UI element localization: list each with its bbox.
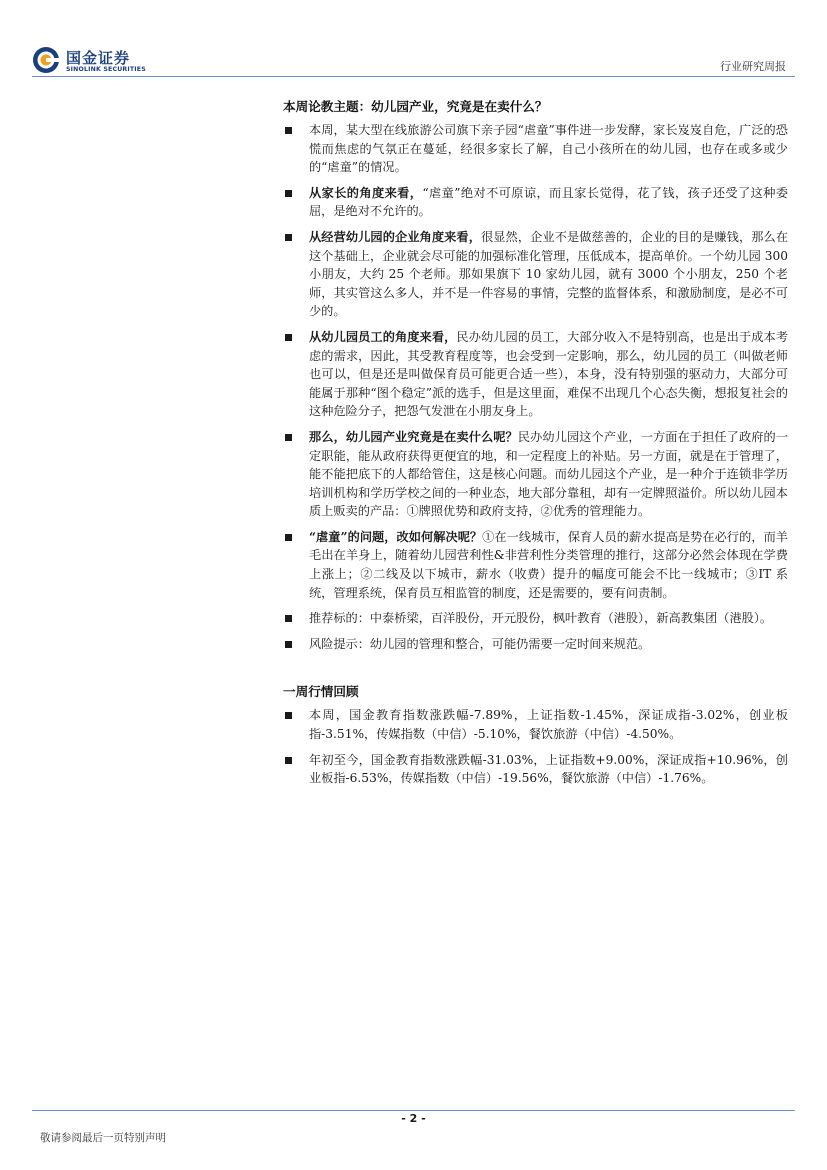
square-bullet-icon (285, 712, 292, 719)
bullet-text: “虐童”绝对不可原谅，而且家长觉得，花了钱，孩子还受了这种委屈，是绝对不允许的。 (309, 185, 789, 219)
section-title-topic: 本周论教主题：幼儿园产业，究竟是在卖什么？ (283, 99, 548, 114)
bullet-item (283, 751, 788, 788)
square-bullet-icon (285, 434, 292, 441)
bullet-item (283, 228, 788, 321)
bullet-item (283, 706, 788, 743)
main-content (283, 98, 788, 795)
bullet-item (283, 184, 788, 221)
bullet-lead: 那么，幼儿园产业究竟是在卖什么呢？ (309, 429, 518, 444)
square-bullet-icon (285, 190, 292, 197)
bullet-text: 风险提示：幼儿园的管理和整合，可能仍需要一定时间来规范。 (309, 636, 651, 651)
topic-bullet-list (283, 121, 788, 653)
square-bullet-icon (285, 641, 292, 648)
bullet-lead: 从经营幼儿园的企业角度来看， (309, 229, 481, 244)
header-divider (32, 76, 795, 77)
sinolink-logo-icon (32, 46, 60, 74)
bullet-item (283, 328, 788, 421)
bullet-item (283, 528, 788, 602)
logo-english-name: SINOLINK SECURITIES (66, 66, 146, 73)
square-bullet-icon (285, 334, 292, 341)
page-number: - 2 - (401, 1112, 426, 1125)
square-bullet-icon (285, 534, 292, 541)
bullet-lead: “虐童”的问题，改如何解决呢？ (309, 529, 483, 544)
footer-divider (32, 1110, 795, 1111)
disclaimer-note: 敬请参阅最后一页特别声明 (40, 1132, 166, 1144)
bullet-text: 推荐标的：中泰桥梁，百洋股份，开元股份，枫叶教育（港股），新高教集团（港股）。 (309, 611, 773, 626)
page-header (0, 0, 827, 96)
bullet-text: 本周，国金教育指数涨跌幅-7.89%，上证指数-1.45%，深证成指-3.02%，创业板指-3.51%，传媒指数（中信）-5.10%，餐饮旅游（中信）-4.50%。 (309, 708, 788, 742)
bullet-item (283, 635, 788, 654)
report-type-label: 行业研究周报 (720, 60, 786, 73)
bullet-text: 很显然，企业不是做慈善的，企业的目的是赚钱，那么在这个基础上，企业就会尽可能的加强标准化管理，压低成本，提高单价。一个幼儿园 300 小朋友，大约 25 个老师。那如果旗下 10 家幼儿园，就有 3000 个小朋友，250 个老师，其实管这么多人，并不是一件容易的事情，完整的监督体系，和激励制度，是必不可少的。 (309, 229, 789, 319)
square-bullet-icon (285, 757, 292, 764)
bullet-lead: 从家长的角度来看， (309, 185, 423, 200)
bullet-item (283, 609, 788, 628)
logo-chinese-name: 国金证券 (66, 49, 131, 67)
bullet-text: ①在一线城市，保育人员的薪水提高是势在必行的，而羊毛出在羊身上，随着幼儿园营利性&非营利性分类管理的推行，这部分必然会体现在学费上涨上；②二线及以下城市，薪水（收费）提升的幅度可能会不比一线城市；③IT 系统，管理系统，保育员互相监管的制度，还是需要的，要有问责制。 (309, 529, 788, 600)
square-bullet-icon (285, 234, 292, 241)
section-title-market-review: 一周行情回顾 (283, 684, 359, 700)
square-bullet-icon (285, 127, 292, 134)
bullet-text: 年初至今，国金教育指数涨跌幅-31.03%，上证指数+9.00%，深证成指+10.96%，创业板指-6.53%，传媒指数（中信）-19.56%，餐饮旅游（中信）-1.76%。 (309, 752, 788, 786)
bullet-text: 民办幼儿园的员工，大部分收入不是特别高，也是出于成本考虑的需求，因此，其受教育程度等，也会受到一定影响，那么，幼儿园的员工（叫做老师也可以，但是还是叫做保育员可能更合适一些），本身，没有特别强的驱动力，大部分可能属于那种“图个稳定”派的选手，但是这里面，难保不出现几个心态失衡，想报复社会的这种危险分子，把怨气发泄在小朋友身上。 (309, 329, 789, 419)
company-logo (32, 46, 162, 78)
bullet-lead: 从幼儿园员工的角度来看， (309, 329, 457, 344)
bullet-text: 本周，某大型在线旅游公司旗下亲子园“虐童”事件进一步发酵，家长岌岌自危，广泛的恐慌而焦虑的气氛正在蔓延，经很多家长了解，自己小孩所在的幼儿园，也存在或多或少的“虐童”的情况。 (309, 123, 788, 175)
market-review-bullet-list (283, 706, 788, 787)
bullet-item (283, 121, 788, 177)
bullet-text: 民办幼儿园这个产业，一方面在于担任了政府的一定职能，能从政府获得更便宜的地，和一定程度上的补贴。另一方面，就是在于管理了，能不能把底下的人都给管住，这是核心问题。而幼儿园这个产业，是一种介于连锁非学历培训机构和学历学校之间的一种业态，地大部分靠租，却有一定牌照溢价。所以幼儿园本质上贩卖的产品：①牌照优势和政府支持，②优秀的管理能力。 (309, 429, 789, 519)
square-bullet-icon (285, 615, 292, 622)
bullet-item (283, 428, 788, 521)
